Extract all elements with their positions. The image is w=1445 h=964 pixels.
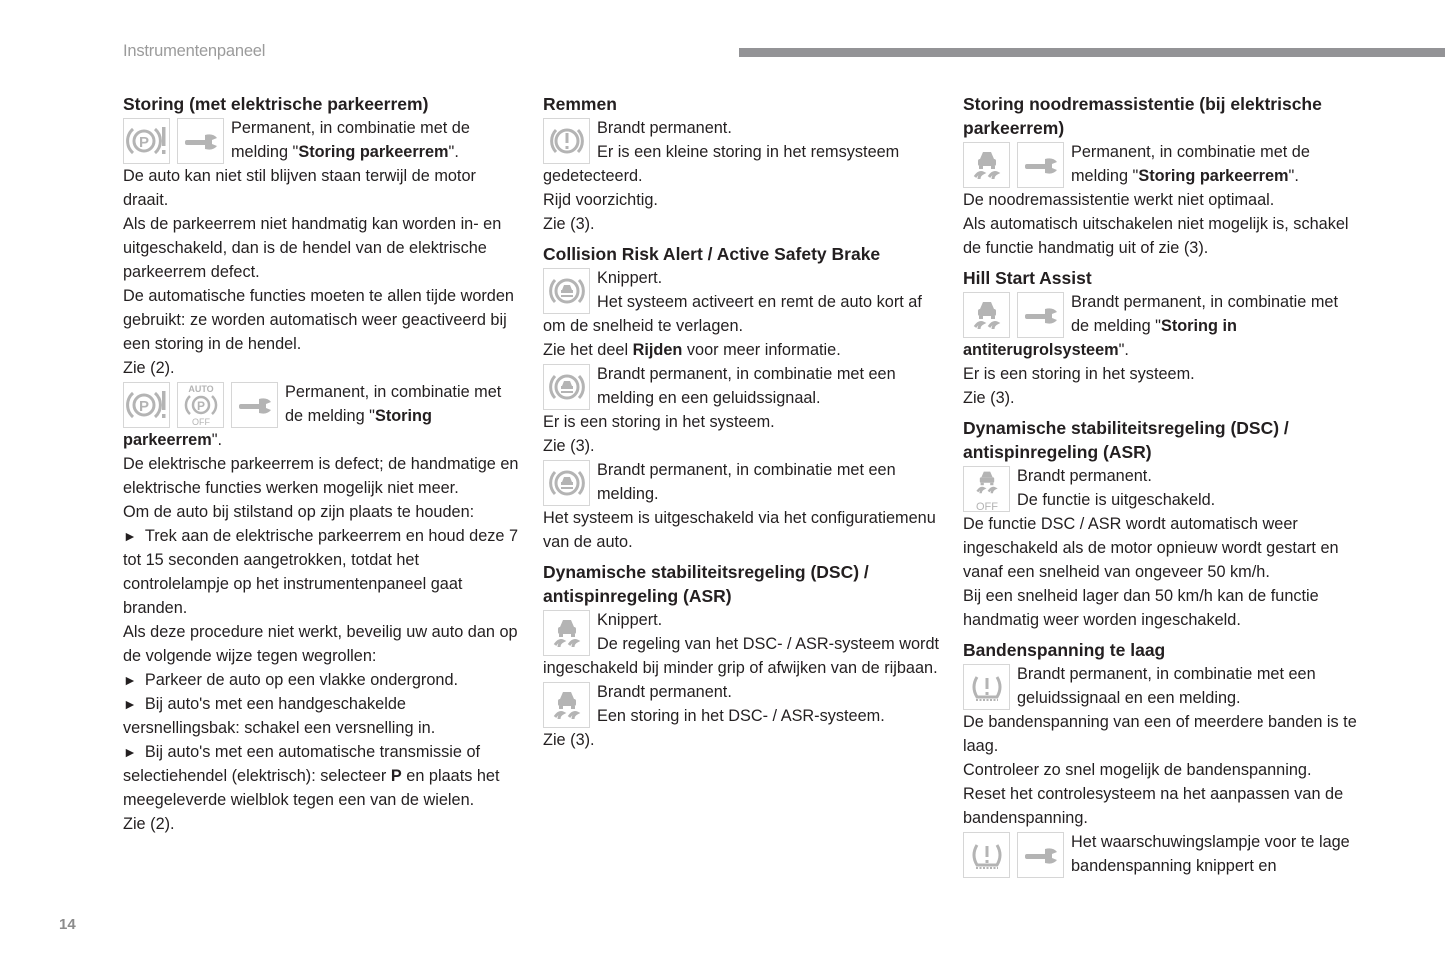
heading-collision: Collision Risk Alert / Active Safety Brake — [543, 244, 881, 264]
icon-group — [963, 832, 1064, 878]
bullet-icon: ► — [123, 528, 137, 544]
wrench-icon — [177, 118, 224, 164]
heading-storing-parkeerrem: Storing (met elektrische parkeerrem) — [123, 94, 429, 114]
icon-group — [543, 268, 590, 314]
entry-text-cont: antiterugrolsysteem". — [963, 341, 1129, 359]
entry-text: Permanent, in combinatie met de melding "Storing parkeerrem". — [1071, 143, 1310, 185]
bullet-item: ► Trek aan de elektrische parkeerrem en houd deze 7 tot 15 seconden aangetrokken, totdat het controlelampje op het instrumentenpaneel gaat branden. — [123, 527, 519, 617]
icon-group — [543, 460, 590, 506]
paragraph: Zie (3). — [543, 731, 595, 749]
svg-text:OFF: OFF — [975, 501, 998, 512]
paragraph: De bandenspanning van een of meerdere banden is te laag. — [963, 713, 1357, 755]
heading-tyre-pressure: Bandenspanning te laag — [963, 640, 1166, 660]
column-1 — [123, 92, 523, 836]
paragraph: Zie het deel Rijden voor meer informatie. — [543, 341, 841, 359]
paragraph: Als deze procedure niet werkt, beveilig uw auto dan op de volgende wijze tegen wegrollen: — [123, 623, 518, 665]
paragraph: Er is een storing in het systeem. — [963, 365, 1195, 383]
stability-control-icon — [963, 292, 1010, 338]
heading-remmen: Remmen — [543, 94, 617, 114]
entry-text: Brandt permanent, in combinatie met een melding. — [597, 461, 896, 503]
entry-text-cont: parkeerrem". — [123, 431, 223, 449]
entry-text: Knippert. Het systeem activeert en remt de auto kort af om de snelheid te verlagen. — [543, 269, 922, 335]
wrench-icon — [231, 382, 278, 428]
paragraph: Zie (3). — [963, 389, 1015, 407]
section-title: Instrumentenpaneel — [123, 42, 266, 60]
wrench-icon — [1017, 832, 1064, 878]
column-2 — [543, 92, 943, 752]
svg-text:P: P — [196, 399, 205, 413]
bullet-item: ► Bij auto's met een handgeschakelde versnellingsbak: schakel een versnelling in. — [123, 695, 436, 737]
paragraph: Bij een snelheid lager dan 50 km/h kan de functie handmatig weer worden ingeschakeld. — [963, 587, 1319, 629]
entry-text: Brandt permanent. De functie is uitgeschakeld. — [1017, 467, 1216, 509]
heading-dsc: Dynamische stabiliteitsregeling (DSC) / antispinregeling (ASR) — [963, 418, 1289, 462]
heading-noodrem: Storing noodremassistentie (bij elektrische parkeerrem) — [963, 94, 1322, 138]
stability-control-off-icon — [963, 466, 1010, 512]
entry-text: Knippert. De regeling van het DSC- / ASR-systeem wordt ingeschakeld bij minder grip of afwijken van de rijbaan. — [543, 611, 940, 677]
bullet-icon: ► — [123, 696, 137, 712]
entry-text: Brandt permanent, in combinatie met een melding en een geluidssignaal. — [597, 365, 896, 407]
entry-text: Het waarschuwingslampje voor te lage bandenspanning knippert en — [1071, 833, 1350, 875]
paragraph: Er is een storing in het systeem. — [543, 413, 775, 431]
auto-p-off-icon — [177, 382, 224, 428]
parking-brake-warning-icon — [123, 382, 170, 428]
paragraph: Reset het controlesysteem na het aanpassen van de bandenspanning. — [963, 785, 1344, 827]
paragraph: Zie (2). — [123, 815, 175, 833]
brake-warning-icon — [543, 118, 590, 164]
icon-group — [963, 292, 1064, 338]
entry-text: Permanent, in combinatie met de melding "Storing — [285, 383, 502, 425]
bullet-item: ► Parkeer de auto op een vlakke ondergrond. — [123, 671, 459, 689]
icon-group — [963, 664, 1010, 710]
icon-group — [963, 142, 1064, 188]
paragraph: De auto kan niet stil blijven staan terwijl de motor draait. — [123, 167, 476, 209]
icon-group — [543, 682, 590, 728]
icon-group — [123, 118, 224, 164]
paragraph: Het systeem is uitgeschakeld via het configuratiemenu van de auto. — [543, 509, 936, 551]
paragraph: Om de auto bij stilstand op zijn plaats te houden: — [123, 503, 475, 521]
icon-group — [963, 466, 1010, 512]
icon-group — [543, 610, 590, 656]
entry-text: Brandt permanent. Een storing in het DSC- / ASR-systeem. — [597, 683, 885, 725]
entry-text: Brandt permanent. Er is een kleine storing in het remsysteem gedetecteerd. — [543, 119, 900, 185]
header-bar — [739, 48, 1445, 57]
heading-hill-start: Hill Start Assist — [963, 268, 1092, 288]
paragraph: Zie (2). — [123, 359, 175, 377]
paragraph: Rijd voorzichtig. — [543, 191, 658, 209]
icon-group — [543, 364, 590, 410]
paragraph: Zie (3). — [543, 215, 595, 233]
page-number: 14 — [59, 916, 76, 933]
wrench-icon — [1017, 292, 1064, 338]
tyre-pressure-icon — [963, 832, 1010, 878]
collision-alert-icon — [543, 364, 590, 410]
parking-brake-warning-icon — [123, 118, 170, 164]
entry-text: Permanent, in combinatie met de melding "Storing parkeerrem". — [231, 119, 470, 161]
paragraph: Controleer zo snel mogelijk de bandenspanning. — [963, 761, 1312, 779]
bullet-icon: ► — [123, 744, 137, 760]
bullet-item: ► Bij auto's met een automatische transmissie of selectiehendel (elektrisch): selecteer P en plaats het meegeleverde wielblok tegen een van de wielen. — [123, 743, 500, 809]
stability-control-icon — [543, 610, 590, 656]
bullet-icon: ► — [123, 672, 137, 688]
entry-text: Brandt permanent, in combinatie met de melding "Storing in — [1071, 293, 1338, 335]
stability-control-icon — [543, 682, 590, 728]
paragraph: Als automatisch uitschakelen niet mogelijk is, schakel de functie handmatig uit of zie (3). — [963, 215, 1349, 257]
tyre-pressure-icon — [963, 664, 1010, 710]
paragraph: Zie (3). — [543, 437, 595, 455]
paragraph: De noodremassistentie werkt niet optimaal. — [963, 191, 1275, 209]
svg-text:AUTO: AUTO — [187, 384, 214, 394]
heading-dsc: Dynamische stabiliteitsregeling (DSC) / antispinregeling (ASR) — [543, 562, 869, 606]
paragraph: Als de parkeerrem niet handmatig kan worden in- en uitgeschakeld, dan is de hendel van de elektrische parkeerrem defect. — [123, 215, 502, 281]
paragraph: De functie DSC / ASR wordt automatisch weer ingeschakeld als de motor opnieuw wordt gestart en vanaf een snelheid van ongeveer 50 km/h. — [963, 515, 1339, 581]
column-3 — [963, 92, 1363, 878]
icon-group — [543, 118, 590, 164]
svg-text:OFF: OFF — [191, 417, 210, 427]
stability-control-icon — [963, 142, 1010, 188]
icon-group — [123, 382, 278, 428]
paragraph: De automatische functies moeten te allen tijde worden gebruikt: ze worden automatisch weer geactiveerd bij een storing in de hendel. — [123, 287, 514, 353]
entry-text: Brandt permanent, in combinatie met een geluidssignaal en een melding. — [1017, 665, 1316, 707]
collision-alert-icon — [543, 460, 590, 506]
collision-alert-icon — [543, 268, 590, 314]
paragraph: De elektrische parkeerrem is defect; de handmatige en elektrische functies werken mogelijk niet meer. — [123, 455, 519, 497]
wrench-icon — [1017, 142, 1064, 188]
